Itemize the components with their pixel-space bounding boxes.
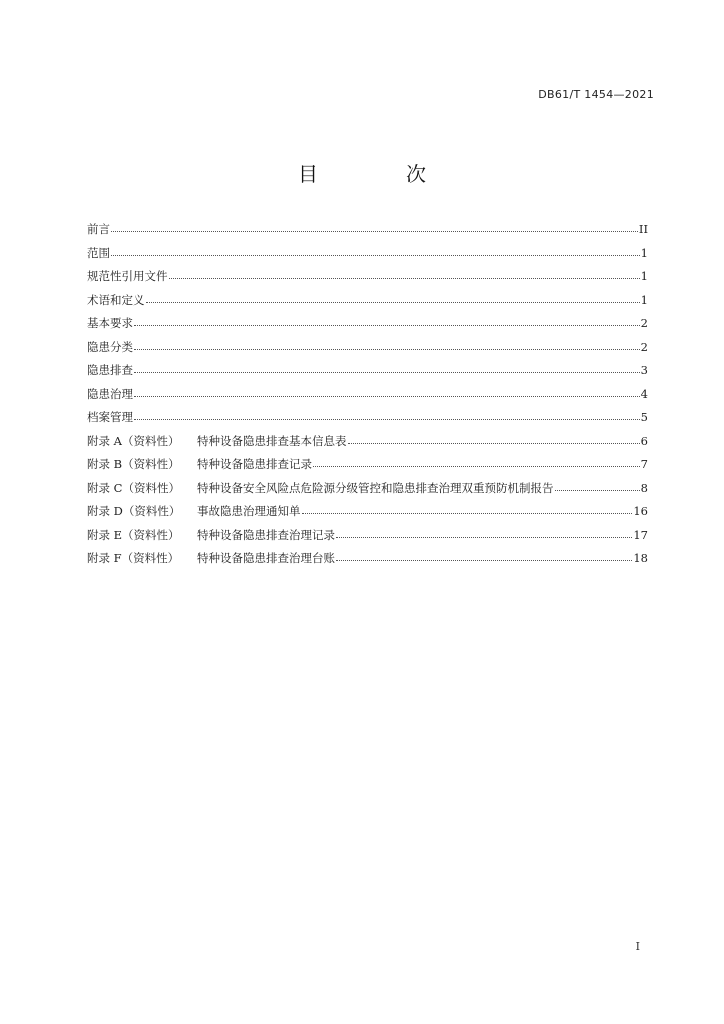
toc-entry-label [87,245,110,261]
toc-entry-text: 基本要求 [87,316,133,330]
toc-entry-label [87,221,110,237]
toc-entry-text: 前言 [87,222,110,236]
toc-leader-dots [134,317,640,326]
toc-entry-text: 特种设备隐患排查记录 [197,457,312,471]
toc-entry-label [87,386,133,402]
toc-entry[interactable] [87,315,648,339]
toc-entry-text: 特种设备隐患排查基本信息表 [197,433,347,448]
toc-leader-dots [146,294,640,303]
toc-entry-label [87,292,145,308]
toc-leader-dots [555,482,640,491]
toc-entry-label [87,503,301,519]
toc-entry-label [87,268,168,284]
toc-entry-label [87,480,554,496]
toc-leader-dots [134,388,640,397]
toc-entry[interactable] [87,221,648,245]
toc-leader-dots [336,552,632,561]
toc-entry-label [87,315,133,331]
toc-leader-dots [169,270,640,279]
toc-entry-text: 档案管理 [87,410,133,424]
toc-entry-text: 隐患排查 [87,363,133,377]
toc-leader-dots [302,505,633,514]
toc-entry[interactable] [87,292,648,316]
toc-entry[interactable] [87,503,648,527]
toc-entry-prefix: 附录 F（资料性） [87,551,180,565]
toc-entry-page: 5 [640,410,648,424]
toc-entry[interactable] [87,245,648,269]
toc-entry-label [87,409,133,425]
toc-entry-page: 1 [640,245,648,260]
toc-entry-page: 18 [633,551,648,565]
toc-entry[interactable] [87,527,648,551]
toc-entry-page: 4 [640,386,648,401]
toc-entry[interactable] [87,433,648,457]
toc-entry-text: 特种设备安全风险点危险源分级管控和隐患排查治理双重预防机制报告 [197,480,554,495]
toc-leader-dots [348,435,640,444]
toc-leader-dots [111,247,640,256]
toc-entry-label [87,527,335,543]
toc-entry-page: 1 [640,292,648,307]
toc-entry-text: 事故隐患治理通知单 [197,504,301,518]
toc-entry-text: 特种设备隐患排查治理记录 [197,527,335,542]
toc-entry-text: 隐患分类 [87,339,133,354]
toc-entry[interactable] [87,362,648,386]
toc-entry[interactable] [87,550,648,574]
toc-leader-dots [134,364,640,373]
toc-entry-label [87,362,133,378]
toc-leader-dots [134,411,640,420]
toc-entry[interactable] [87,480,648,504]
toc-entry-text: 术语和定义 [87,292,145,307]
toc-entry-label [87,550,335,566]
toc-entry-page: 3 [640,363,648,377]
toc-entry-label [87,456,312,472]
toc-entry-prefix: 附录 B（资料性） [87,457,180,471]
toc-leader-dots [313,458,640,467]
standard-code: DB61/T 1454—2021 [538,88,654,101]
toc-entry-text: 规范性引用文件 [87,269,168,283]
toc-entry-label [87,339,133,355]
toc-entry-page: 6 [640,433,648,448]
toc-entry[interactable] [87,456,648,480]
toc-entry-page: 2 [640,339,648,354]
toc-entry-page: 1 [640,269,648,283]
toc-entry-page: 17 [633,527,648,542]
toc-title: 目 次 [298,162,460,186]
toc-entry-prefix: 附录 A（资料性） [87,433,180,448]
toc-entry[interactable] [87,339,648,363]
toc-entry-page: 16 [633,504,648,518]
toc-entry[interactable] [87,409,648,433]
toc-entry-page: II [638,222,648,236]
toc-entry-page: 2 [640,316,648,330]
toc-entry-text: 特种设备隐患排查治理台账 [197,551,335,565]
toc-entry-prefix: 附录 E（资料性） [87,527,180,542]
toc-entry-text: 范围 [87,245,110,260]
toc-leader-dots [111,223,638,232]
toc-entry-prefix: 附录 C（资料性） [87,480,180,495]
toc-entry-text: 隐患治理 [87,386,133,401]
toc-entry-page: 7 [640,457,648,471]
toc-entry-label [87,433,347,449]
toc-entry-page: 8 [640,480,648,495]
toc-entry[interactable] [87,268,648,292]
toc-leader-dots [134,341,640,350]
page-number: I [635,940,640,953]
toc-leader-dots [336,529,632,538]
table-of-contents [87,221,648,574]
toc-entry[interactable] [87,386,648,410]
toc-entry-prefix: 附录 D（资料性） [87,504,181,518]
